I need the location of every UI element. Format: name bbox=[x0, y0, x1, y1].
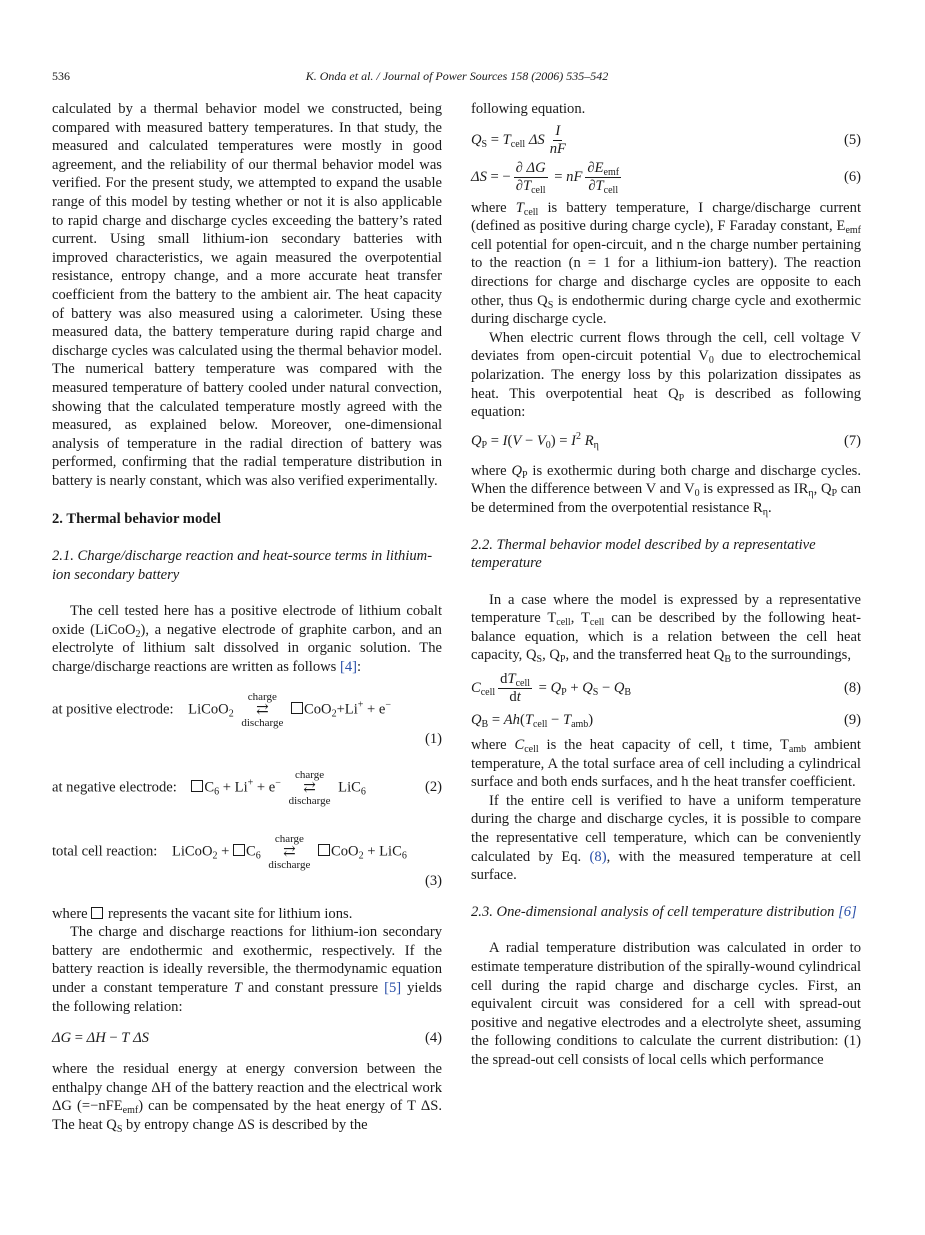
equation-3-number: (3) bbox=[424, 873, 442, 890]
left-column bbox=[52, 100, 442, 1135]
subsection-heading-2-1: 2.1. Charge/discharge reaction and heat-source terms in lithium-ion secondary battery bbox=[52, 548, 433, 583]
right-column bbox=[471, 100, 861, 1070]
subsection-heading-2-3: 2.3. One-dimensional analysis of cell temperature distribution [6] bbox=[471, 903, 857, 920]
equation-7-number: (7) bbox=[843, 433, 861, 450]
equation-8: $C_{cell}$ $\frac{dT_{cell}}{dt}$ = $Q_P + Q_S - Q_B$ (8) bbox=[471, 671, 861, 706]
heat-capacity-paragraph: where $C_{cell}$ is the heat capacity of cell, t time, $T_{amb}$ ambient temperature, A the total surface area of cell including a cylindrical surface and both ends surfaces, and h the heat transfer coefficient. bbox=[471, 737, 861, 791]
electric-current-paragraph: When electric current flows through the cell, cell voltage V deviates from open-circuit potential $V_0$ due to electrochemical polarization. The energy loss by this polarization dissipates as heat. This overpotential heat $Q_P$ is described as following equation: bbox=[471, 329, 861, 421]
equation-9: $Q_B = Ah(T_{cell} - T_{amb})$ (9) bbox=[471, 711, 861, 730]
tcell-definition-paragraph: where $T_{cell}$ is battery temperature, I charge/discharge current (defined as positive during charge cycle), F Faraday constant, $E_{emf}$ cell potential for open-circuit, and n the charge number pertaining to the reaction (n = 1 for a lithium-ion battery). The reaction directions for charge and discharge cycles are opposite to each other, thus $Q_S$ is endothermic during charge cycle and exothermic during discharge cycle. bbox=[471, 199, 862, 328]
ref-4-link[interactable]: [4] bbox=[339, 659, 358, 676]
representative-temperature-paragraph: In a case where the model is expressed by a representative temperature $T_{cell}$, $T_{cell}$ can be described by the following heat-balance equation, which is a relation between the cell heat capacity, $Q_S$, $Q_P$, and the transferred heat $Q_B$ to the surroundings, bbox=[471, 591, 861, 666]
intro-paragraph: calculated by a thermal behavior model we constructed, being compared with measured battery temperatures. In that study, the measured and calculated temperatures were mostly in good agreement, and the reliability of our thermal behavior model was verified. For the present study, we attempted to expand the usable range of this model by testing whether or not it is also applicable to rapid charge and discharge cycles exceeding the battery’s rated current. Using small lithium-ion secondary batteries with improved characteristics, we again measured the overpotential resistance, entropy change, and a more accurate heat transfer coefficient from the battery to the ambient air. The heat capacity of battery was also measured using a calorimeter. Using these measured data, the battery temperature during rapid charge and discharge cycles was calculated using the thermal behavior model. The numerical battery temperature was compared with the measured temperature of battery cooled under natural convection, showing that the calculated temperature mostly agreed with the measured, as explained below. Moreover, one-dimensional analysis of temperature in the radial direction of battery was performed, confirming that the radial temperature distribution in battery is nearly constant, which was also verified experimentally. bbox=[52, 101, 442, 489]
equation-6-number: (6) bbox=[843, 168, 861, 185]
journal-citation: K. Onda et al. / Journal of Power Sources 158 (2006) 535–542 bbox=[305, 69, 609, 83]
equation-5-number: (5) bbox=[843, 131, 861, 148]
equation-8-number: (8) bbox=[843, 680, 861, 697]
equation-1: at positive electrode: LiCoO$_2$ charge ⇄ discharge CoO$_2$+Li+ + e− bbox=[52, 690, 392, 729]
equation-2: at negative electrode: $C_6 + Li^+ + e^-$ charge ⇄ discharge LiC$_6$ (2) bbox=[52, 768, 442, 807]
vacant-site-paragraph: where represents the vacant site for lithium ions. bbox=[52, 905, 353, 922]
equation-4-number: (4) bbox=[424, 1029, 442, 1046]
equation-7: $Q_P = I(V - V_0) = I^2$ $R_\eta$ (7) bbox=[471, 431, 861, 452]
following-equation-text: following equation. bbox=[471, 101, 586, 117]
equation-5: $Q_S = T_{cell}$ ΔS $\frac{I}{nF}$ (5) bbox=[471, 122, 861, 157]
page-number: 536 bbox=[52, 69, 70, 83]
radial-distribution-paragraph: A radial temperature distribution was calculated in order to estimate temperature distribution of the spirally-wound cylindrical cell during the rapid charge and discharge cycles. First, an equivalent circuit was considered for a cell with spread-out positive and negative electrodes and a electrolyte sheet, assuming the following conditions to calculate the current distribution: (1) the spread-out cell consists of local cells which performance bbox=[471, 940, 861, 1068]
equation-3: total cell reaction: LiCoO$_2$ + $C_6$ charge ⇄ discharge CoO$_2$ + LiC$_6$ bbox=[52, 832, 407, 871]
equation-4: ΔG = ΔH − T ΔS (4) bbox=[52, 1029, 442, 1046]
ref-5-link[interactable]: [5] bbox=[384, 980, 402, 996]
equation-1-number: (1) bbox=[424, 731, 442, 748]
equation-6: ΔS = − $\frac{\partial \Delta G}{\partial T_{cell}}$ = nF $\frac{\partial E_{emf}}{\partial T_{cell}}$ (6) bbox=[471, 159, 861, 196]
equation-9-number: (9) bbox=[843, 711, 861, 728]
overpotential-paragraph: where $Q_P$ is exothermic during both charge and discharge cycles. When the difference between V and $V_0$ is expressed as $IR_\eta$, $Q_P$ can be determined from the overpotential resistance $R_\eta$. bbox=[471, 462, 862, 518]
subsection-heading-2-2: 2.2. Thermal behavior model described by a representative temperature bbox=[471, 536, 816, 572]
endothermic-paragraph: The charge and discharge reactions for lithium-ion secondary battery are endothermic and exothermic, respectively. If the battery reaction is ideally reversible, the thermodynamic equation under a constant temperature T and constant pressure [5] yields the following relation: bbox=[52, 924, 442, 1015]
cell-description-paragraph: The cell tested here has a positive electrode of lithium cobalt oxide (LiCoO$_2$), a negative electrode of graphite carbon, and an electrolyte of lithium salt dissolved in organic solution. The charge/discharge reactions are written as follows [4]: bbox=[52, 603, 442, 676]
equation-2-number: (2) bbox=[424, 779, 442, 796]
eq-8-link[interactable]: (8) bbox=[589, 848, 607, 865]
ref-6-link[interactable]: [6] bbox=[838, 903, 857, 920]
residual-energy-paragraph: where the residual energy at energy conversion between the enthalpy change ΔH of the battery reaction and the electrical work ΔG (=−nFE$_{emf}$) can be compensated by the heat energy of T ΔS. The heat $Q_S$ by entropy change ΔS is described by the bbox=[52, 1061, 442, 1135]
uniform-temperature-paragraph: If the entire cell is verified to have a uniform temperature during the charge and discharge cycles, it is possible to compare the representative cell temperature, which can be conveniently calculated by Eq. (8), with the measured temperature at cell surface. bbox=[471, 792, 861, 884]
section-heading-2: 2. Thermal behavior model bbox=[52, 511, 221, 528]
